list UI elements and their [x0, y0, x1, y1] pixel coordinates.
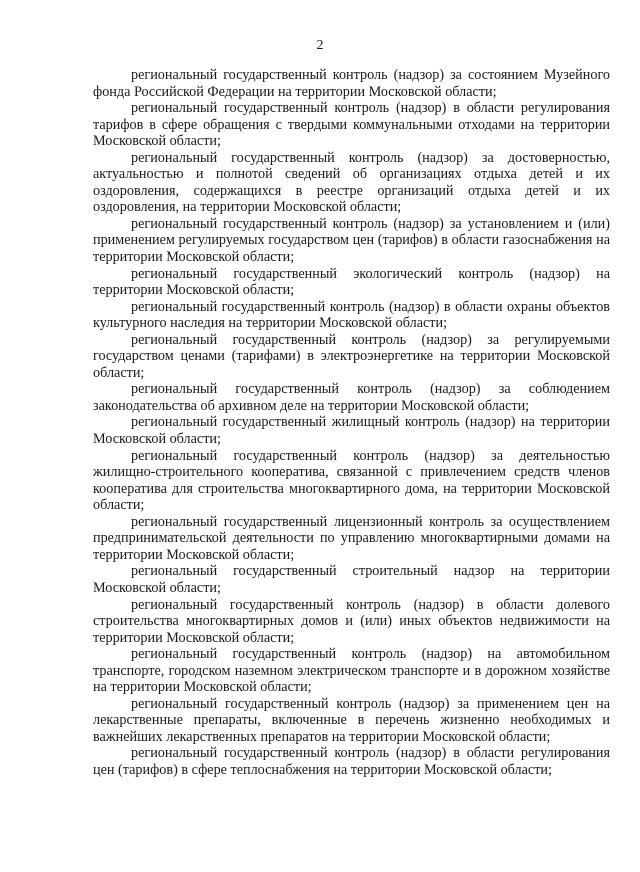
- paragraph: региональный государственный контроль (надзор) на автомобильном транспорте, городском наземном электрическом транспорте и в дорожном хозяйстве на территории Московской области;: [93, 646, 610, 696]
- paragraph: региональный государственный контроль (надзор) за соблюдением законодательства об архивном деле на территории Московской области;: [93, 381, 610, 414]
- paragraph: региональный государственный контроль (надзор) за установлением и (или) применением регулируемых государством цен (тарифов) в области газоснабжения на территории Московской области;: [93, 215, 610, 266]
- paragraph: региональный государственный контроль (надзор) за состоянием Музейного фонда Российской Федерации на территории Московской области;: [93, 67, 610, 100]
- paragraph: региональный государственный лицензионный контроль за осуществлением предпринимательской деятельности по управлению многоквартирными домами на территории Московской области;: [93, 513, 610, 563]
- page-number: 2: [316, 38, 324, 53]
- paragraph: региональный государственный контроль (надзор) за достоверностью, актуальностью и полнотой сведений об организациях отдыха детей и их оздоровления, содержащихся в реестре организаций отдыха детей и их оздоровления, на территории Московской области;: [93, 149, 610, 216]
- paragraph: региональный государственный строительный надзор на территории Московской области;: [93, 563, 610, 596]
- paragraph: региональный государственный контроль (надзор) в области регулирования тарифов в сфере обращения с твердыми коммунальными отходами на территории Московской области;: [93, 100, 610, 150]
- document-body: [93, 67, 610, 779]
- paragraph: региональный государственный контроль (надзор) в области регулирования цен (тарифов) в сфере теплоснабжения на территории Московской области;: [93, 745, 610, 778]
- paragraph: региональный государственный экологический контроль (надзор) на территории Московской области;: [93, 265, 610, 299]
- paragraph: региональный государственный контроль (надзор) за деятельностью жилищно-строительного кооператива, связанной с привлечением средств членов кооператива для строительства многоквартирного дома, на территории Московской области;: [93, 447, 610, 514]
- paragraph: региональный государственный контроль (надзор) в области охраны объектов культурного наследия на территории Московской области;: [93, 298, 610, 332]
- paragraph: региональный государственный контроль (надзор) за применением цен на лекарственные препараты, включенные в перечень жизненно необходимых и важнейших лекарственных препаратов на территории Московской области;: [93, 695, 610, 745]
- paragraph: региональный государственный контроль (надзор) за регулируемыми государством ценами (тарифами) в электроэнергетике на территории Московской области;: [93, 331, 610, 381]
- paragraph: региональный государственный контроль (надзор) в области долевого строительства многоквартирных домов и (или) иных объектов недвижимости на территории Московской области;: [93, 596, 610, 646]
- paragraph: региональный государственный жилищный контроль (надзор) на территории Московской области;: [93, 414, 610, 448]
